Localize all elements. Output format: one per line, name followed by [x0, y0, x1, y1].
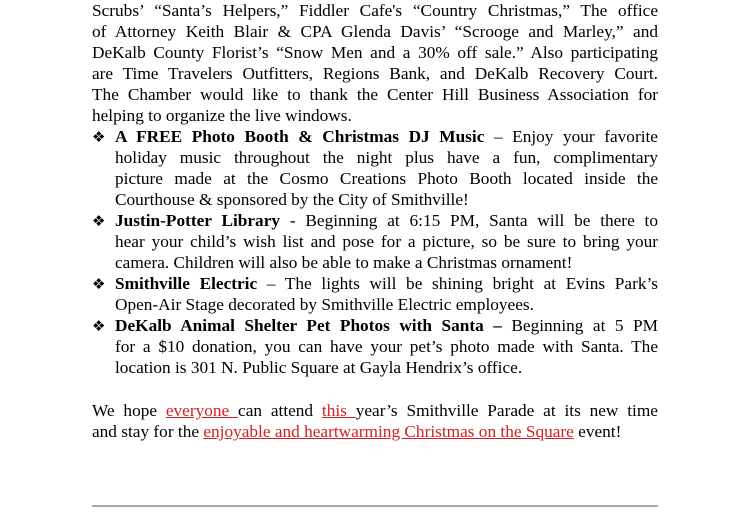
- text-line: are Time Travelers Outfitters, Regions Bank, and DeKalb Recovery Court.: [92, 64, 658, 83]
- text-line: picture made at the Cosmo Creations Photo Booth located inside the: [115, 169, 658, 188]
- item-title: DeKalb Animal Shelter Pet Photos with Santa –: [115, 316, 502, 335]
- horizontal-rule: [92, 505, 658, 507]
- item-text: - Beginning at 6:15 PM, Santa will be there to: [280, 211, 658, 230]
- text-line: hear your child’s wish list and pose for a picture, so be sure to bring your: [115, 232, 658, 251]
- item-text: – Enjoy your favorite: [484, 127, 658, 146]
- tracked-change-text: enjoyable and heartwarming Christmas on the Square: [203, 422, 574, 441]
- text-line: location is 301 N. Public Square at Gayla Hendrix’s office.: [115, 358, 523, 377]
- text-line: helping to organize the live windows.: [92, 106, 352, 125]
- item-text: Beginning at 5 PM: [501, 316, 658, 335]
- four-diamond-bullet-icon: ❖: [92, 275, 106, 293]
- item-title: Justin-Potter Library: [115, 211, 281, 230]
- text-run: and stay for the: [92, 422, 204, 441]
- text-line: [92, 400, 658, 421]
- text-line: for a $10 donation, you can have your pet’s photo made with Santa. The: [115, 337, 658, 356]
- text-line: of Attorney Keith Blair & CPA Glenda Davis’ “Scrooge and Marley,” and: [92, 22, 658, 41]
- text-line: camera. Children will also be able to make a Christmas ornament!: [115, 253, 573, 272]
- text-run: can attend: [238, 401, 322, 420]
- text-run: We hope: [92, 401, 166, 420]
- text-line: Open-Air Stage decorated by Smithville Electric employees.: [115, 295, 534, 314]
- text-line: [115, 315, 658, 336]
- text-line: Courthouse & sponsored by the City of Smithville!: [115, 190, 469, 209]
- text-line: [115, 126, 658, 147]
- item-text: – The lights will be shining bright at Evins Park’s: [257, 274, 658, 293]
- text-line: [115, 273, 658, 294]
- four-diamond-bullet-icon: ❖: [92, 128, 106, 146]
- text-line: Scrubs’ “Santa’s Helpers,” Fiddler Cafe's “Country Christmas,” The office: [92, 1, 658, 20]
- four-diamond-bullet-icon: ❖: [92, 317, 106, 335]
- text-run: event!: [573, 422, 622, 441]
- item-title: Smithville Electric: [115, 274, 258, 293]
- four-diamond-bullet-icon: ❖: [92, 212, 106, 230]
- text-line: [115, 210, 658, 231]
- text-line: DeKalb County Florist’s “Snow Men and a 30% off sale.” Also participating: [92, 43, 658, 62]
- item-title: A FREE Photo Booth & Christmas DJ Music: [115, 127, 485, 146]
- text-line: [92, 421, 621, 442]
- tracked-change-text: everyone: [165, 401, 239, 420]
- tracked-change-text: this: [321, 401, 356, 420]
- text-run: year’s Smithville Parade at its new time: [355, 401, 658, 420]
- text-line: holiday music throughout the night plus have a fun, complimentary: [115, 148, 658, 167]
- text-line: The Chamber would like to thank the Center Hill Business Association for: [92, 85, 658, 104]
